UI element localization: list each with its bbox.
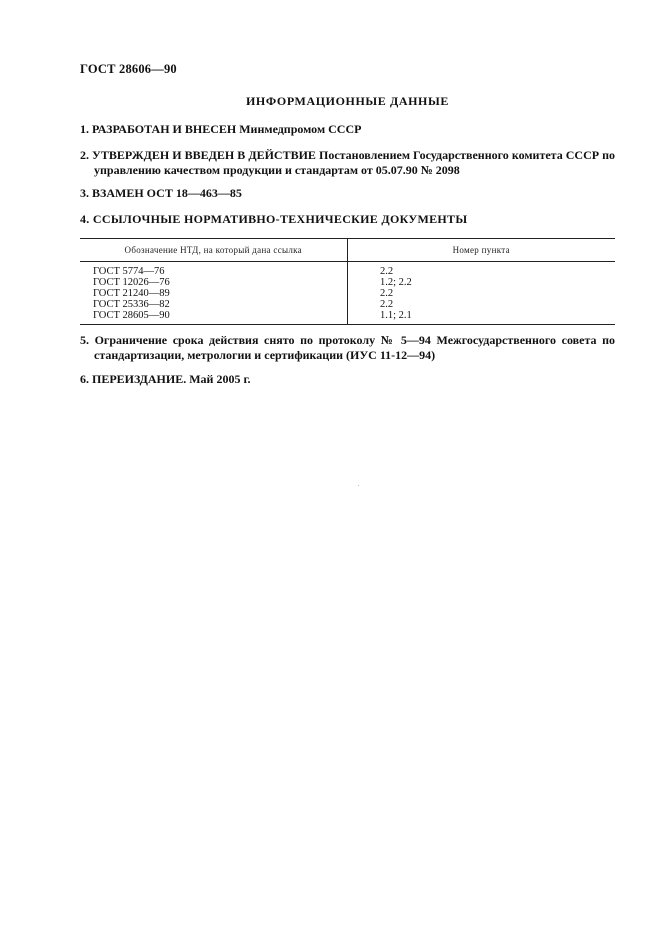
- item-number: 1.: [80, 122, 89, 136]
- table-cell-clause: 1.2; 2.2: [380, 277, 412, 288]
- table-cell-clause: 2.2: [380, 288, 394, 299]
- item-text: Постановлением Государственного комитета СССР по управлению качеством продукции и стандартам от 05.07.90 № 2098: [94, 148, 616, 177]
- table-cell-clause: 1.1; 2.1: [380, 310, 412, 321]
- item-heading: РАЗРАБОТАН И ВНЕСЕН: [92, 122, 237, 136]
- item-number: 6.: [80, 372, 89, 386]
- standard-code: ГОСТ 28606—90: [80, 62, 177, 76]
- table-cell-ntd: ГОСТ 12026—76: [93, 277, 170, 288]
- item-number: 2.: [80, 148, 89, 162]
- table-cell-clause: 2.2: [380, 299, 394, 310]
- table-cell-ntd: ГОСТ 28605—90: [93, 310, 170, 321]
- table-cell-ntd: ГОСТ 5774—76: [93, 266, 165, 277]
- item-text: Минмедпромом СССР: [239, 122, 362, 136]
- table-cell-ntd: ГОСТ 21240—89: [93, 288, 170, 299]
- page-title: ИНФОРМАЦИОННЫЕ ДАННЫЕ: [246, 94, 449, 108]
- item-number: 4.: [80, 212, 90, 226]
- header-clause-number: Номер пункта: [347, 239, 616, 261]
- ntd-column: [80, 262, 347, 324]
- item-heading: ССЫЛОЧНЫЕ НОРМАТИВНО-ТЕХНИЧЕСКИЕ ДОКУМЕНТЫ: [92, 212, 468, 226]
- info-item-2: [80, 148, 615, 178]
- info-item-5: [80, 333, 615, 363]
- item-text: Ограничение срока действия снято по протоколу № 5—94 Межгосударственного совета по стандартизации, метрологии и сертификации (ИУС 11-12—94): [94, 333, 615, 362]
- table-header: [80, 239, 615, 262]
- table-body: [80, 262, 615, 324]
- clause-column: [347, 262, 615, 324]
- item-heading: ВЗАМЕН ОСТ 18—463—85: [92, 186, 242, 200]
- info-item-6: [80, 372, 615, 387]
- info-item-4: [80, 212, 615, 227]
- item-number: 5.: [80, 333, 89, 347]
- info-item-1: [80, 122, 615, 137]
- header-ntd-designation: Обозначение НТД, на который дана ссылка: [124, 245, 302, 255]
- item-text: ПЕРЕИЗДАНИЕ. Май 2005 г.: [92, 372, 251, 386]
- scan-speck: [358, 485, 359, 486]
- table-cell-ntd: ГОСТ 25336—82: [93, 299, 170, 310]
- info-item-3: [80, 186, 615, 201]
- reference-table: [80, 238, 615, 325]
- table-cell-clause: 2.2: [380, 266, 394, 277]
- item-number: 3.: [80, 186, 89, 200]
- item-heading: УТВЕРЖДЕН И ВВЕДЕН В ДЕЙСТВИЕ: [92, 148, 316, 162]
